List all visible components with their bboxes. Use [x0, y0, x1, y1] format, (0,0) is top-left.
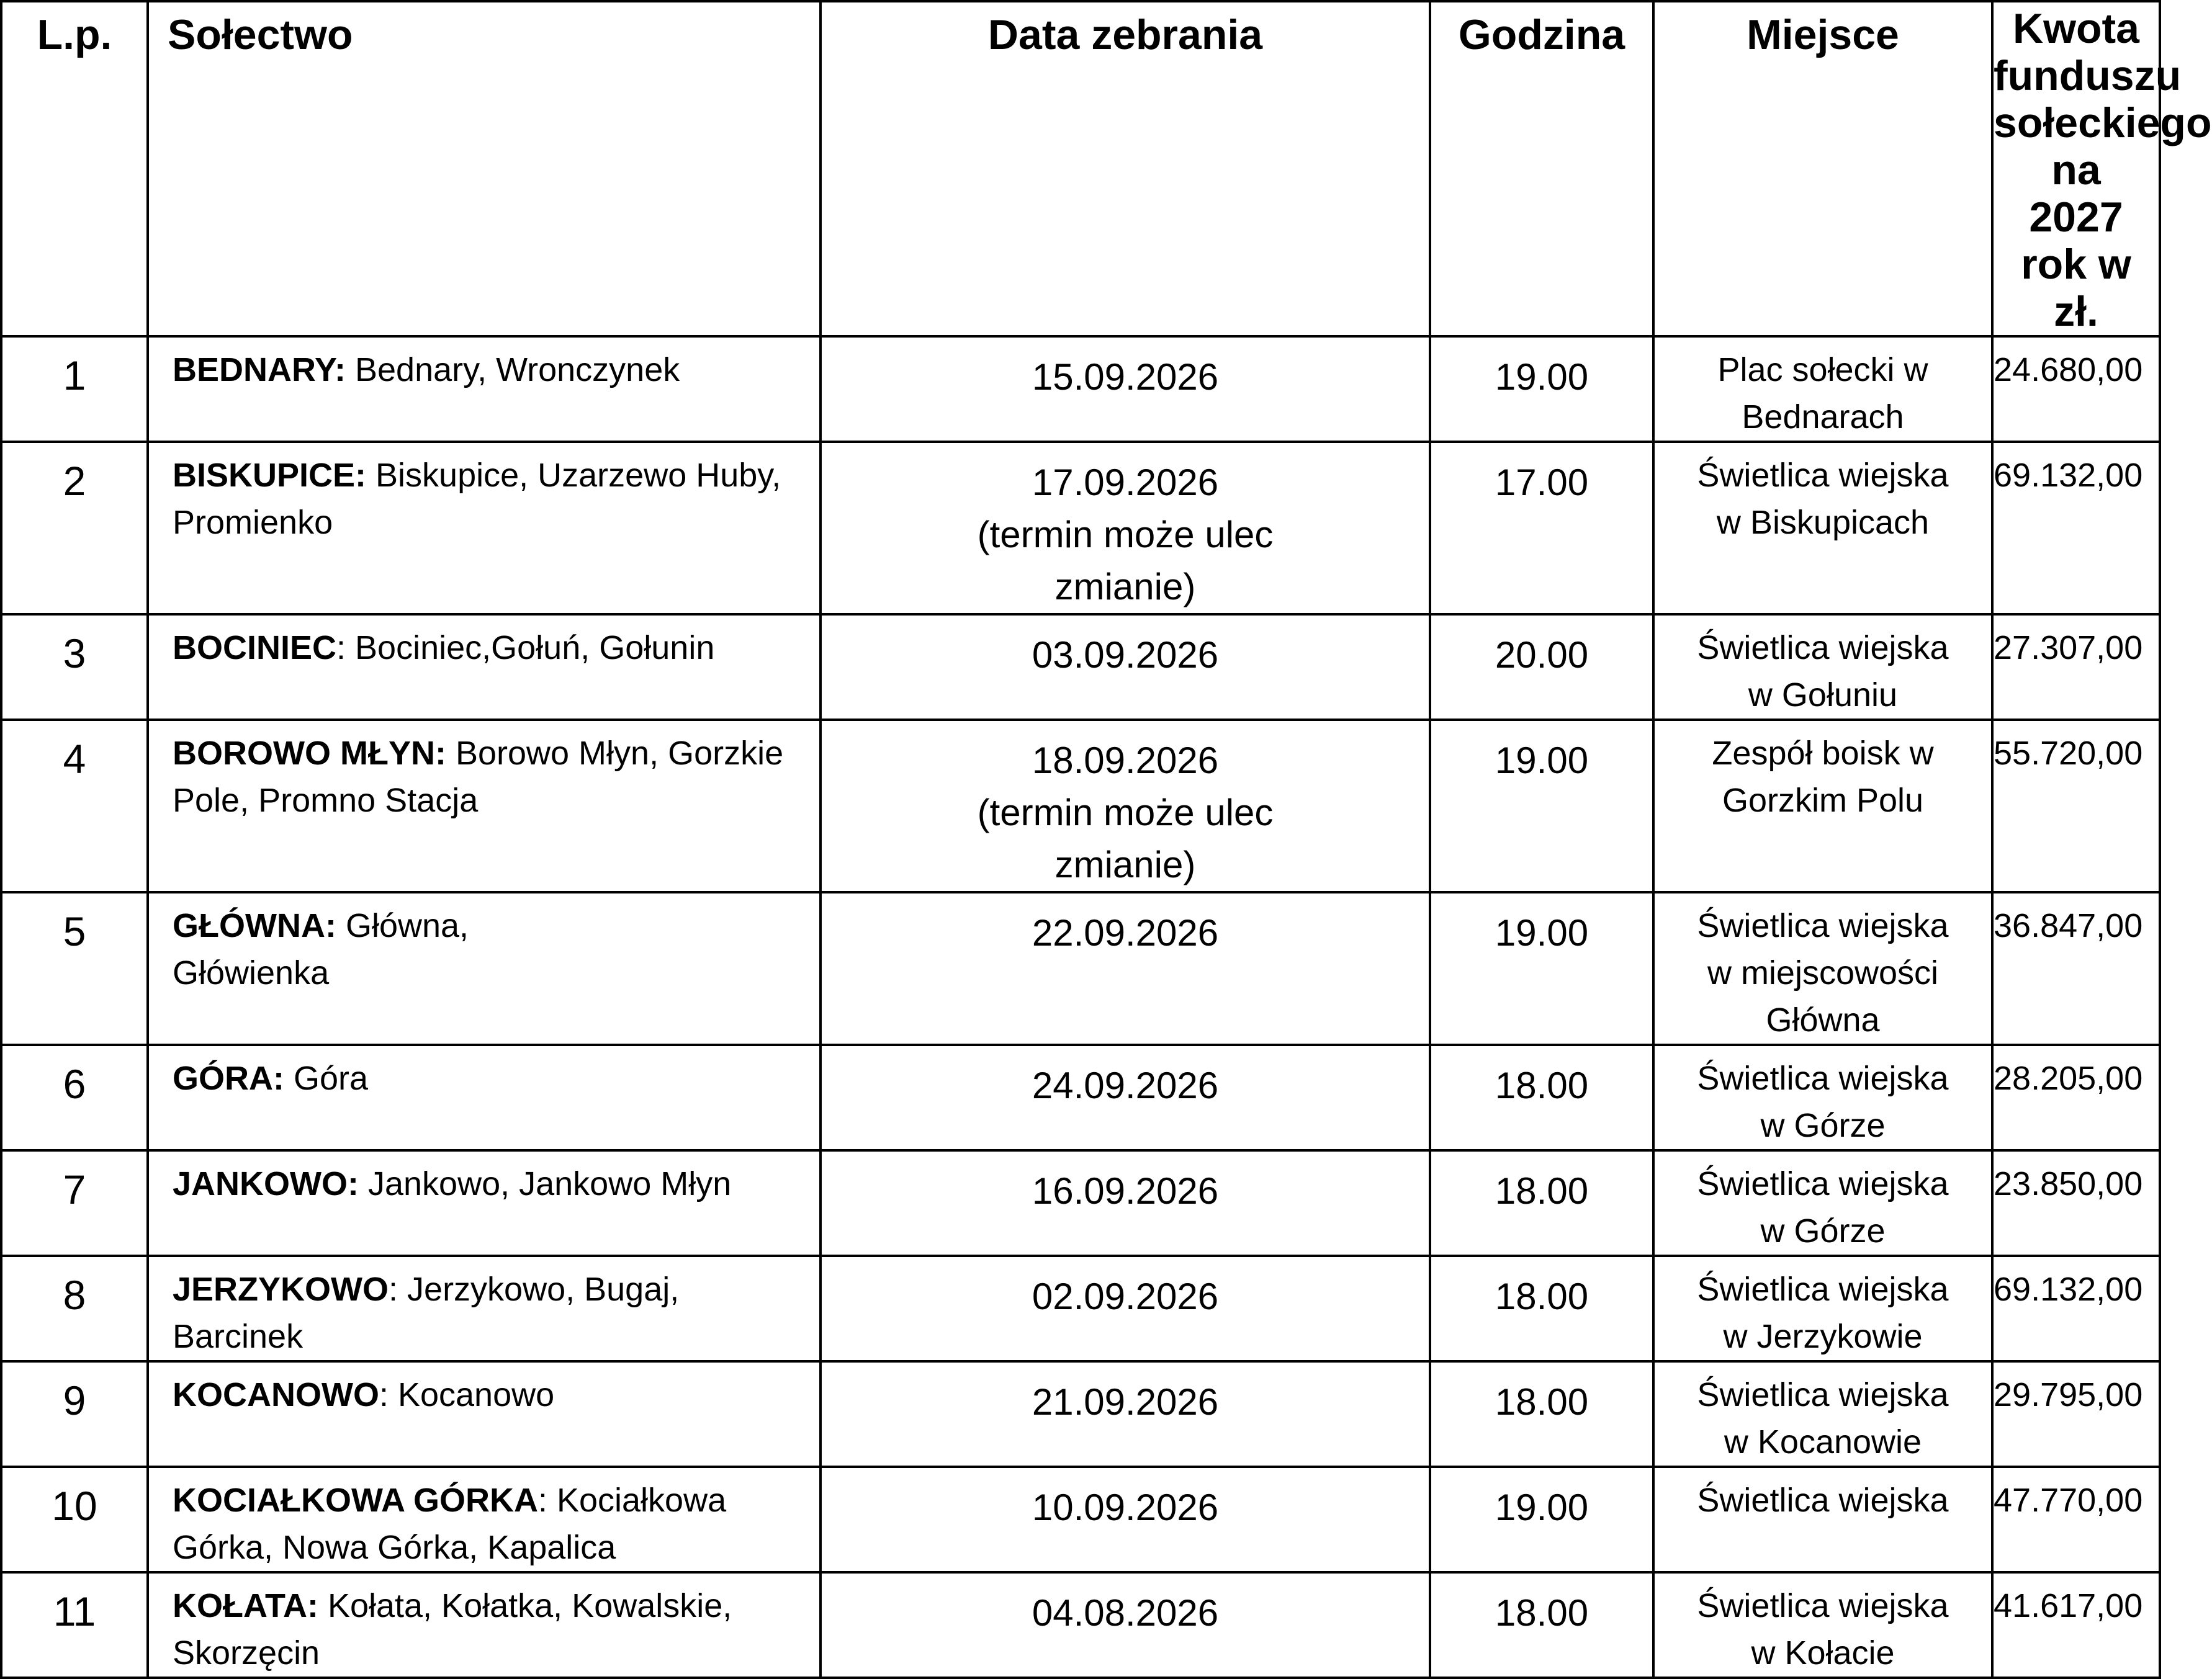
date-line: zmianie) [1054, 566, 1196, 607]
place-line: Główna [1766, 1001, 1880, 1039]
solectwo-name: KOCIAŁKOWA GÓRKA [173, 1482, 538, 1519]
row-date [821, 614, 1430, 720]
row-date [821, 1256, 1430, 1361]
date-line: 15.09.2026 [1032, 356, 1219, 398]
row-hour: 19.00 [1430, 336, 1653, 442]
row-hour: 17.00 [1430, 442, 1653, 614]
row-amount: 28.205,00 [1992, 1045, 2160, 1150]
row-amount: 24.680,00 [1992, 336, 2160, 442]
place-line: w Biskupicach [1716, 504, 1930, 541]
solectwo-villages: Borowo Młyn, Gorzkie Pole, Promno Stacja [173, 735, 784, 819]
header-hour: Godzina [1430, 1, 1653, 336]
date-line: 02.09.2026 [1032, 1276, 1219, 1317]
solectwo-name: BOROWO MŁYN: [173, 735, 446, 772]
date-line: 03.09.2026 [1032, 634, 1219, 676]
place-line: w Kołacie [1751, 1634, 1895, 1672]
row-amount: 69.132,00 [1992, 1256, 2160, 1361]
row-hour: 18.00 [1430, 1572, 1653, 1678]
row-place [1653, 614, 1992, 720]
table-row [1, 1256, 2160, 1361]
place-line: Świetlica wiejska [1697, 907, 1949, 944]
row-solectwo [148, 1150, 821, 1256]
header-solectwo: Sołectwo [148, 1, 821, 336]
header-place: Miejsce [1653, 1, 1992, 336]
date-line: (termin może ulec [977, 514, 1274, 555]
row-date [821, 892, 1430, 1045]
date-line: 21.09.2026 [1032, 1381, 1219, 1423]
row-lp: 9 [1, 1361, 148, 1467]
place-line: Świetlica wiejska [1697, 1271, 1949, 1308]
header-amount-line: 2027 rok w zł. [2021, 194, 2131, 335]
table-row [1, 1572, 2160, 1678]
date-line: 10.09.2026 [1032, 1487, 1219, 1528]
row-lp: 2 [1, 442, 148, 614]
row-lp: 3 [1, 614, 148, 720]
solectwo-villages: Biskupice, Uzarzewo Huby, Promienko [173, 457, 781, 541]
date-line: 17.09.2026 [1032, 462, 1219, 503]
row-solectwo [148, 892, 821, 1045]
table-row [1, 1467, 2160, 1572]
row-place [1653, 1361, 1992, 1467]
row-place [1653, 720, 1992, 892]
row-solectwo [148, 442, 821, 614]
row-lp: 8 [1, 1256, 148, 1361]
row-place [1653, 1572, 1992, 1678]
row-solectwo [148, 1467, 821, 1572]
solectwo-villages: : Jerzykowo, Bugaj, Barcinek [173, 1271, 680, 1355]
solectwo-name: KOŁATA: [173, 1587, 318, 1624]
row-amount: 69.132,00 [1992, 442, 2160, 614]
solectwo-name: JANKOWO: [173, 1165, 359, 1202]
date-line: 18.09.2026 [1032, 740, 1219, 781]
header-amount [1992, 1, 2212, 336]
place-line: w Jerzykowie [1723, 1318, 1923, 1355]
solectwo-name: KOCANOWO [173, 1376, 379, 1413]
solectwo-name: BISKUPICE: [173, 457, 367, 494]
row-hour: 19.00 [1430, 892, 1653, 1045]
place-line: w Górze [1760, 1107, 1886, 1144]
row-date [821, 1150, 1430, 1256]
solectwo-villages: Góra [284, 1060, 369, 1097]
date-line: (termin może ulec [977, 792, 1274, 833]
row-date [821, 720, 1430, 892]
place-line: Świetlica wiejska [1697, 1060, 1949, 1097]
table-row [1, 442, 2160, 614]
header-row [1, 1, 2160, 336]
place-line: w Górze [1760, 1212, 1886, 1250]
row-date [821, 1572, 1430, 1678]
place-line: Świetlica wiejska [1697, 1165, 1949, 1202]
header-lp: L.p. [1, 1, 148, 336]
row-date [821, 1361, 1430, 1467]
solectwo-name: GŁÓWNA: [173, 907, 336, 944]
place-line: Świetlica wiejska [1697, 1587, 1949, 1624]
row-lp: 6 [1, 1045, 148, 1150]
row-date [821, 1045, 1430, 1150]
solectwo-villages: Kołata, Kołatka, Kowalskie, Skorzęcin [173, 1587, 732, 1672]
row-hour: 18.00 [1430, 1045, 1653, 1150]
row-date [821, 442, 1430, 614]
row-lp: 10 [1, 1467, 148, 1572]
row-place [1653, 1045, 1992, 1150]
row-hour: 18.00 [1430, 1256, 1653, 1361]
place-line: Świetlica wiejska [1697, 1376, 1949, 1413]
header-amount-line: sołeckiego na [1994, 99, 2212, 194]
solectwo-name: BOCINIEC [173, 629, 337, 666]
row-amount: 23.850,00 [1992, 1150, 2160, 1256]
row-solectwo [148, 1256, 821, 1361]
row-lp: 4 [1, 720, 148, 892]
row-amount: 29.795,00 [1992, 1361, 2160, 1467]
table-row [1, 1045, 2160, 1150]
place-line: Plac sołecki w [1717, 351, 1928, 388]
row-solectwo [148, 720, 821, 892]
row-date [821, 336, 1430, 442]
date-line: 22.09.2026 [1032, 912, 1219, 954]
solectwo-villages: : Kocanowo [379, 1376, 555, 1413]
row-amount: 55.720,00 [1992, 720, 2160, 892]
date-line: 16.09.2026 [1032, 1170, 1219, 1212]
solectwo-villages: Jankowo, Jankowo Młyn [358, 1165, 732, 1202]
row-solectwo [148, 1361, 821, 1467]
table-row [1, 1361, 2160, 1467]
header-date: Data zebrania [821, 1, 1430, 336]
solectwo-villages: Bednary, Wronczynek [346, 351, 680, 388]
row-amount: 41.617,00 [1992, 1572, 2160, 1678]
row-place [1653, 1150, 1992, 1256]
row-lp: 5 [1, 892, 148, 1045]
solectwo-villages: : Kociałkowa Górka, Nowa Górka, Kapalica [173, 1482, 727, 1566]
table-row [1, 892, 2160, 1045]
row-lp: 1 [1, 336, 148, 442]
date-line: zmianie) [1054, 844, 1196, 885]
place-line: Świetlica wiejska [1697, 629, 1949, 666]
row-amount: 47.770,00 [1992, 1467, 2160, 1572]
row-hour: 18.00 [1430, 1361, 1653, 1467]
place-line: Świetlica wiejska [1697, 457, 1949, 494]
row-hour: 19.00 [1430, 1467, 1653, 1572]
row-amount: 36.847,00 [1992, 892, 2160, 1045]
row-solectwo [148, 336, 821, 442]
place-line: w Gołuniu [1748, 676, 1898, 714]
row-place [1653, 1467, 1992, 1572]
solectwo-villages: Główienka [173, 954, 330, 992]
date-line: 24.09.2026 [1032, 1065, 1219, 1106]
solectwo-name: JERZYKOWO [173, 1271, 389, 1308]
table-row [1, 1150, 2160, 1256]
row-lp: 11 [1, 1572, 148, 1678]
place-line: w Kocanowie [1724, 1423, 1922, 1461]
row-place [1653, 892, 1992, 1045]
row-solectwo [148, 1572, 821, 1678]
solectwo-name: GÓRA: [173, 1060, 284, 1097]
row-place [1653, 1256, 1992, 1361]
row-amount: 27.307,00 [1992, 614, 2160, 720]
row-date [821, 1467, 1430, 1572]
table-row [1, 720, 2160, 892]
place-line: Bednarach [1742, 398, 1904, 436]
place-line: Zespół boisk w [1712, 735, 1934, 772]
place-line: Gorzkim Polu [1722, 782, 1924, 819]
solectwo-villages: Główna, [336, 907, 469, 944]
row-place [1653, 442, 1992, 614]
solectwo-name: BEDNARY: [173, 351, 346, 388]
row-place [1653, 336, 1992, 442]
place-line: Świetlica wiejska [1697, 1482, 1949, 1519]
row-hour: 19.00 [1430, 720, 1653, 892]
row-solectwo [148, 614, 821, 720]
row-lp: 7 [1, 1150, 148, 1256]
place-line: w miejscowości [1707, 954, 1939, 992]
table-row [1, 336, 2160, 442]
date-line: 04.08.2026 [1032, 1592, 1219, 1634]
solectwo-villages: : Bociniec,Gołuń, Gołunin [336, 629, 715, 666]
row-hour: 20.00 [1430, 614, 1653, 720]
table-row [1, 614, 2160, 720]
header-amount-line: Kwota funduszu [1994, 5, 2182, 99]
row-hour: 18.00 [1430, 1150, 1653, 1256]
row-solectwo [148, 1045, 821, 1150]
